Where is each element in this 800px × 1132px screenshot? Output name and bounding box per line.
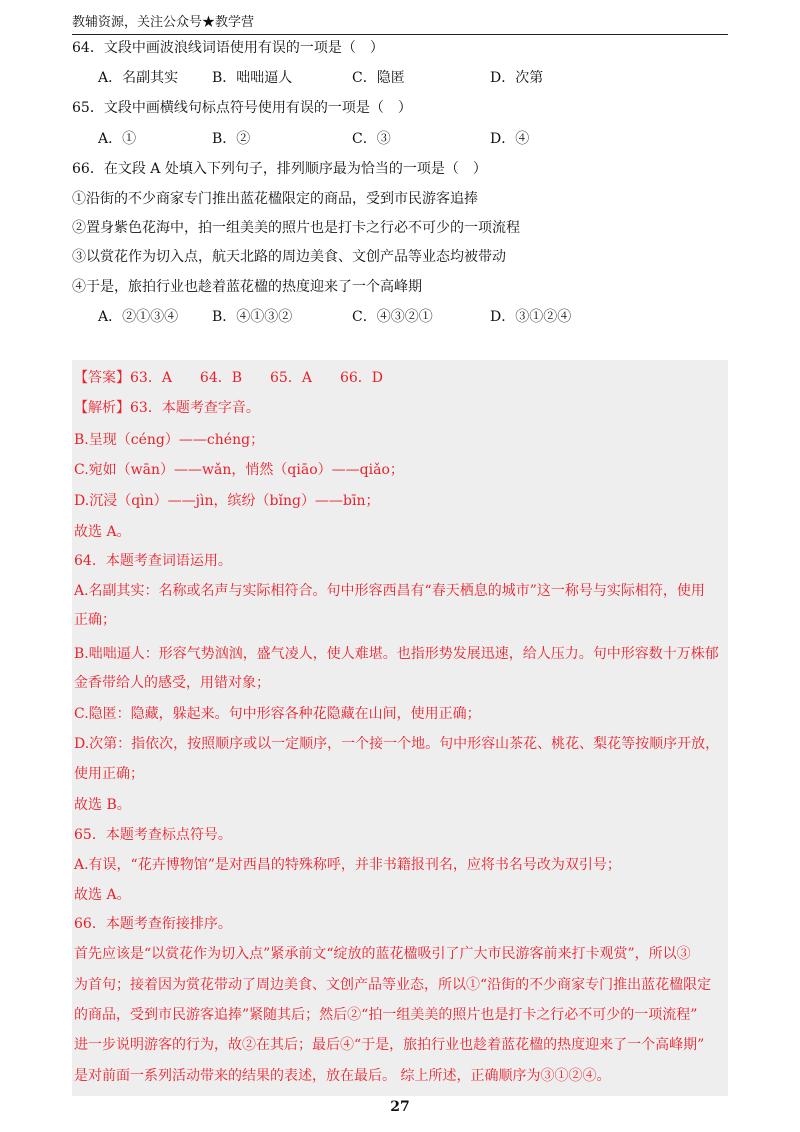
analysis-64-b-line2: 金香带给人的感受，用错对象； [74, 675, 270, 691]
q65-option-c: C．③ [352, 131, 391, 147]
analysis-63-b: B.呈现（céng）——chéng； [74, 432, 265, 448]
analysis-66-line4: 进一步说明游客的行为，故②在其后；最后④“于是，旅拍行业也趁着蓝花楹的热度迎来了一个高峰期” [74, 1037, 705, 1053]
q66-sentence-3: ③以赏花作为切入点，航天北路的周边美食、文创产品等业态均被带动 [72, 249, 506, 265]
analysis-63-conclusion: 故选 A。 [74, 524, 131, 540]
analysis-65-a: A.有误，“花卉博物馆”是对西昌的特殊称呼，并非书籍报刊名，应将书名号改为双引号； [74, 857, 621, 873]
page-number: 27 [390, 1099, 410, 1115]
analysis-66-line2: 为首句；接着因为赏花带动了周边美食、文创产品等业态，所以①“沿街的不少商家专门推出蓝花楹限定 [74, 977, 712, 993]
analysis-63-c: C.宛如（wān）——wǎn，悄然（qiāo）——qiǎo； [74, 462, 404, 478]
q64-option-c: C．隐匿 [352, 70, 405, 86]
q66-option-d: D．③①②④ [490, 309, 572, 325]
analysis-64-d-line1: D.次第：指依次，按照顺序或以一定顺序，一个接一个地。句中形容山茶花、桃花、梨花等按顺序开放， [74, 736, 720, 752]
analysis-65-title: 65．本题考查标点符号。 [74, 827, 232, 843]
analysis-64-d-line2: 使用正确； [74, 766, 144, 782]
q64-option-b: B．咄咄逼人 [212, 70, 293, 86]
analysis-64-title: 64．本题考查词语运用。 [74, 553, 232, 569]
q65-option-d: D．④ [490, 131, 530, 147]
analysis-64-a-line2: 正确； [74, 612, 116, 628]
question-66-stem: 66．在文段 A 处填入下列句子，排列顺序最为恰当的一项是（ ） [72, 161, 487, 177]
analysis-66-line5: 是对前面一系列活动带来的结果的表述，放在最后。 综上所述，正确顺序为③①②④。 [74, 1068, 611, 1084]
analysis-65-conclusion: 故选 A。 [74, 887, 131, 903]
analysis-66-line3: 的商品，受到市民游客追捧”紧随其后；然后②“拍一组美美的照片也是打卡之行必不可少的一项流程” [74, 1007, 698, 1023]
emphasis-dot-char: 浸 [103, 493, 118, 509]
q64-option-d: D．次第 [490, 70, 544, 86]
question-64-stem: 64．文段中画波浪线词语使用有误的一项是（ ） [72, 40, 384, 56]
emphasis-dot-char: 呈 [88, 432, 103, 448]
emphasis-dot-char: 纷 [241, 493, 256, 509]
analysis-64-b-line1: B.咄咄逼人：形容气势汹汹，盛气凌人，使人难堪。也指形势发展迅速，给人压力。句中形容数十万株郁 [74, 646, 719, 662]
analysis-63-title: 【解析】63．本题考查字音。 [74, 400, 260, 416]
analysis-66-title: 66．本题考查衔接排序。 [74, 916, 232, 932]
q66-sentence-1: ①沿街的不少商家专门推出蓝花楹限定的商品，受到市民游客追捧 [72, 191, 478, 207]
analysis-64-a-line1: A.名副其实：名称或名声与实际相符合。句中形容西昌有“春天栖息的城市”这一称号与实际相符，使用 [74, 583, 705, 599]
q66-option-b: B．④①③② [212, 309, 293, 325]
answer-key: 【答案】63．A 64．B 65．A 66．D [74, 370, 383, 386]
q64-option-a: A．名副其实 [98, 70, 179, 86]
analysis-64-c: C.隐匿：隐藏，躲起来。句中形容各种花隐藏在山间，使用正确； [74, 706, 481, 722]
q66-option-a: A．②①③④ [98, 309, 179, 325]
analysis-64-conclusion: 故选 B。 [74, 797, 131, 813]
analysis-66-line1: 首先应该是“以赏花作为切入点”紧承前文“绽放的蓝花楹吸引了广大市民游客前来打卡观赏”，所以③ [74, 946, 691, 962]
q65-option-b: B．② [212, 131, 251, 147]
emphasis-dot-char: 宛 [88, 462, 103, 478]
q66-option-c: C．④③②① [352, 309, 433, 325]
emphasis-dot-char: （ [273, 462, 288, 478]
analysis-63-d: D.沉浸（qìn）——jìn，缤纷（bǐng）——bīn； [74, 493, 380, 509]
page-header: 教辅资源，关注公众号★教学营 [72, 12, 728, 35]
q66-sentence-2: ②置身紫色花海中，拍一组美美的照片也是打卡之行必不可少的一项流程 [72, 220, 520, 236]
question-65-stem: 65．文段中画横线句标点符号使用有误的一项是（ ） [72, 100, 412, 116]
q66-sentence-4: ④于是，旅拍行业也趁着蓝花楹的热度迎来了一个高峰期 [72, 279, 422, 295]
q65-option-a: A．① [98, 131, 137, 147]
